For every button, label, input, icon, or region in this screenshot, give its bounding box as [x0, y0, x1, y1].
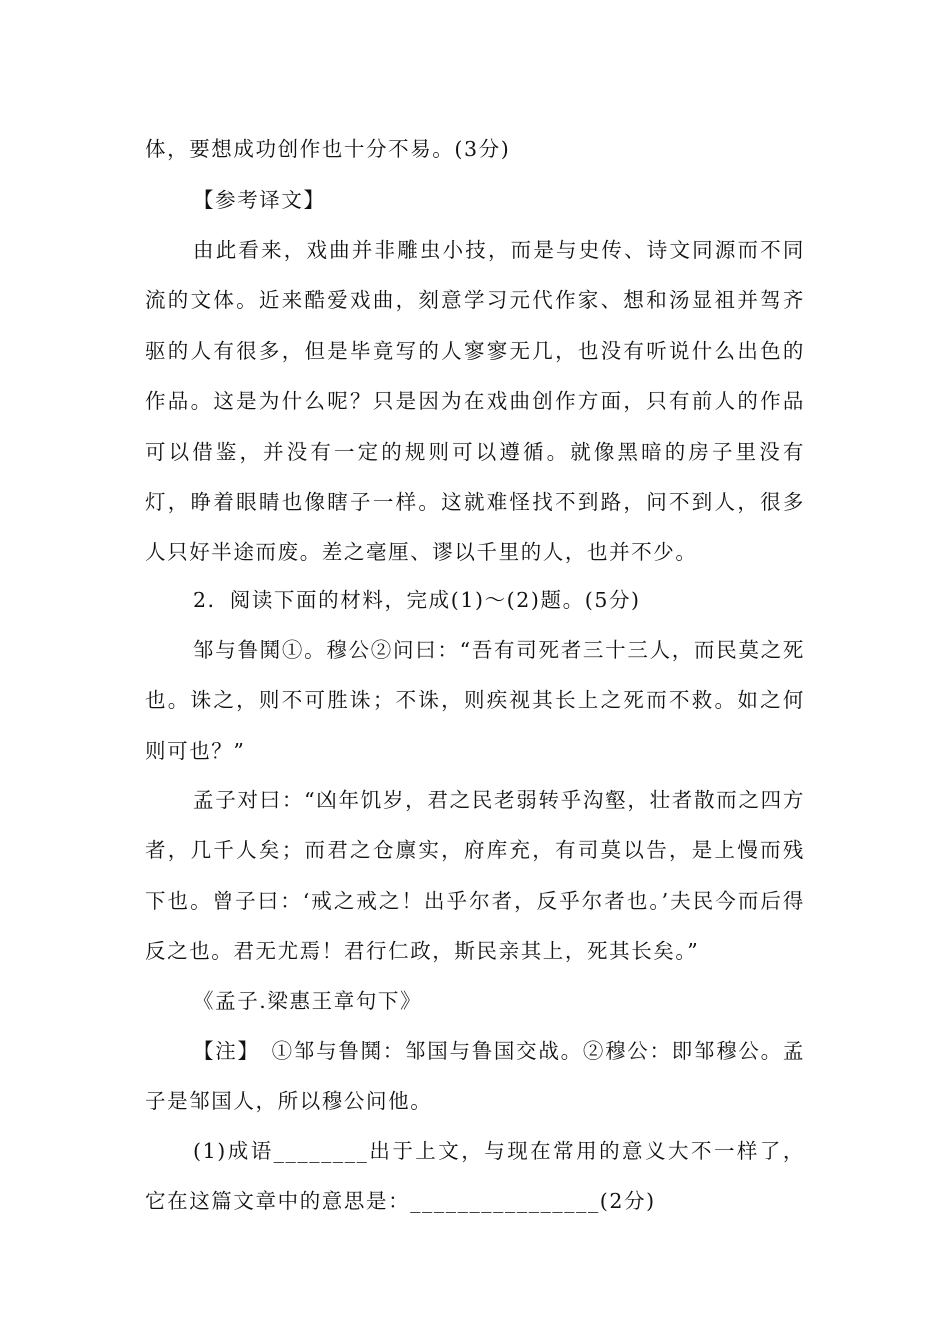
- sub-question-1: (1)成语________出于上文，与现在常用的意义大不一样了，它在这篇文章中的意思是：________________(2分): [145, 1139, 805, 1214]
- paragraph-continuation: 体，要想成功创作也十分不易。(3分): [145, 137, 511, 161]
- passage-paragraph-1: 邹与鲁鬨①。穆公②问曰：“吾有司死者三十三人，而民莫之死也。诛之，则不可胜诛；不诛，则疾视其长上之死而不救。如之何则可也？”: [145, 638, 805, 763]
- passage-source: 《孟子.梁惠王章句下》: [193, 989, 423, 1013]
- translation-heading: 【参考译文】: [193, 188, 326, 212]
- passage-paragraph-2: 孟子对曰：“凶年饥岁，君之民老弱转乎沟壑，壮者散而之四方者，几千人矣；而君之仓廪实，府库充，有司莫以告，是上慢而残下也。曾子曰：‘戒之戒之！出乎尔者，反乎尔者也。’夫民今而后得反之也。君无尤焉！君行仁政，斯民亲其上，死其长矣。”: [145, 788, 805, 964]
- passage-notes: 【注】 ①邹与鲁鬨：邹国与鲁国交战。②穆公：即邹穆公。孟子是邹国人，所以穆公问他。: [145, 1039, 805, 1114]
- question-2-heading: 2．阅读下面的材料，完成(1)～(2)题。(5分): [193, 588, 641, 612]
- translation-paragraph: 由此看来，戏曲并非雕虫小技，而是与史传、诗文同源而不同流的文体。近来酷爱戏曲，刻意学习元代作家、想和汤显祖并驾齐驱的人有很多，但是毕竟写的人寥寥无几，也没有听说什么出色的作品。这是为什么呢？只是因为在戏曲创作方面，只有前人的作品可以借鉴，并没有一定的规则可以遵循。就像黑暗的房子里没有灯，睁着眼睛也像瞎子一样。这就难怪找不到路，问不到人，很多人只好半途而废。差之毫厘、谬以千里的人，也并不少。: [145, 238, 805, 565]
